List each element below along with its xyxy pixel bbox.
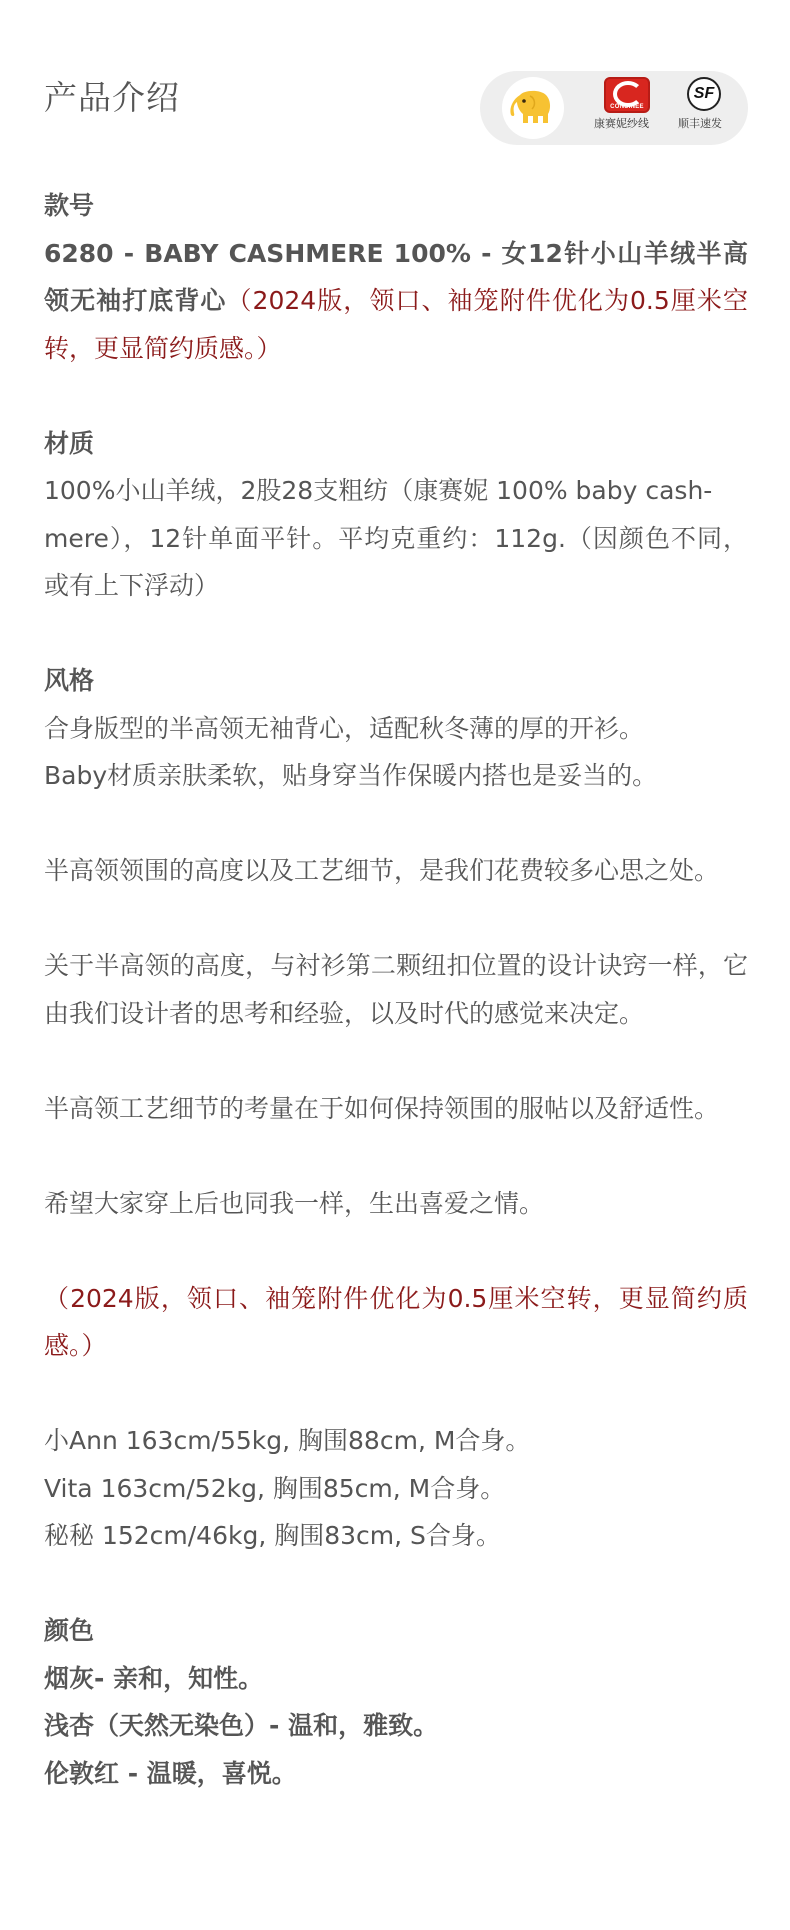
- style-number-paragraph: [44, 230, 748, 373]
- consinee-mark-text: CONSINEE: [610, 104, 644, 110]
- colors-heading: 颜色: [44, 1616, 95, 1645]
- consinee-logo: [596, 77, 656, 139]
- style-paragraph-craft: 半高领工艺细节的考量在于如何保持领围的服帖以及舒适性。: [44, 1093, 720, 1123]
- style-version-note: （2024版，领口、袖笼附件优化为0.5厘米空转，更显简约质感。）: [44, 1283, 748, 1360]
- style-paragraph-wish: 希望大家穿上后也同我一样，生出喜爱之情。: [44, 1188, 545, 1218]
- version-note: （2024版，领口、袖笼附件优化为0.5厘米空转，更显简约质感。）: [44, 286, 748, 363]
- sf-caption: 顺丰速发: [678, 117, 722, 130]
- brand-badges: [480, 71, 748, 145]
- product-name: 6280 - BABY CASHMERE 100% - 女12针小山羊绒半高领无袖打底背心: [44, 238, 748, 315]
- page-title: 产品介绍: [44, 78, 180, 117]
- material-heading: 材质: [44, 428, 95, 458]
- style-paragraph-collar: 半高领领围的高度以及工艺细节，是我们花费较多心思之处。: [44, 856, 720, 885]
- style-line-2: Baby材质亲肤柔软，贴身穿当作保暖内搭也是妥当的。: [44, 761, 658, 790]
- model-size-1: 小Ann 163cm/55kg, 胸围88cm, M合身。: [44, 1426, 531, 1455]
- product-description: [44, 182, 748, 1797]
- model-size-3: 秘秘 152cm/46kg, 胸围83cm, S合身。: [44, 1521, 501, 1550]
- style-heading: 风格: [44, 666, 95, 695]
- style-paragraph-height: 关于半高领的高度，与衬衫第二颗纽扣位置的设计诀窍一样，它由我们设计者的思考和经验，以及时代的感觉来决定。: [44, 951, 748, 1028]
- sf-express-logo: [676, 77, 732, 139]
- elephant-icon: [510, 89, 556, 127]
- consinee-caption: 康赛妮纱线: [594, 117, 649, 130]
- color-item-light-apricot: 浅杏（天然无染色）- 温和，雅致。: [44, 1711, 439, 1740]
- material-line-1: 100%小山羊绒，2股28支粗纺（康赛妮 100% baby cash-: [44, 476, 713, 505]
- page-header: [0, 0, 790, 190]
- style-number-heading: 款号: [44, 191, 95, 220]
- color-item-london-red: 伦敦红 - 温暖，喜悦。: [44, 1758, 297, 1788]
- elephant-logo: [502, 77, 564, 139]
- model-size-2: Vita 163cm/52kg, 胸围85cm, M合身。: [44, 1473, 506, 1503]
- material-line-2: mere），12针单面平针。平均克重约：112g.（因颜色不同，或有上下浮动）: [44, 523, 748, 600]
- consinee-mark: [604, 77, 650, 113]
- color-item-smoke-grey: 烟灰- 亲和，知性。: [44, 1663, 264, 1693]
- sf-mark: SF: [687, 77, 721, 111]
- style-line-1: 合身版型的半高领无袖背心，适配秋冬薄的厚的开衫。: [44, 713, 645, 743]
